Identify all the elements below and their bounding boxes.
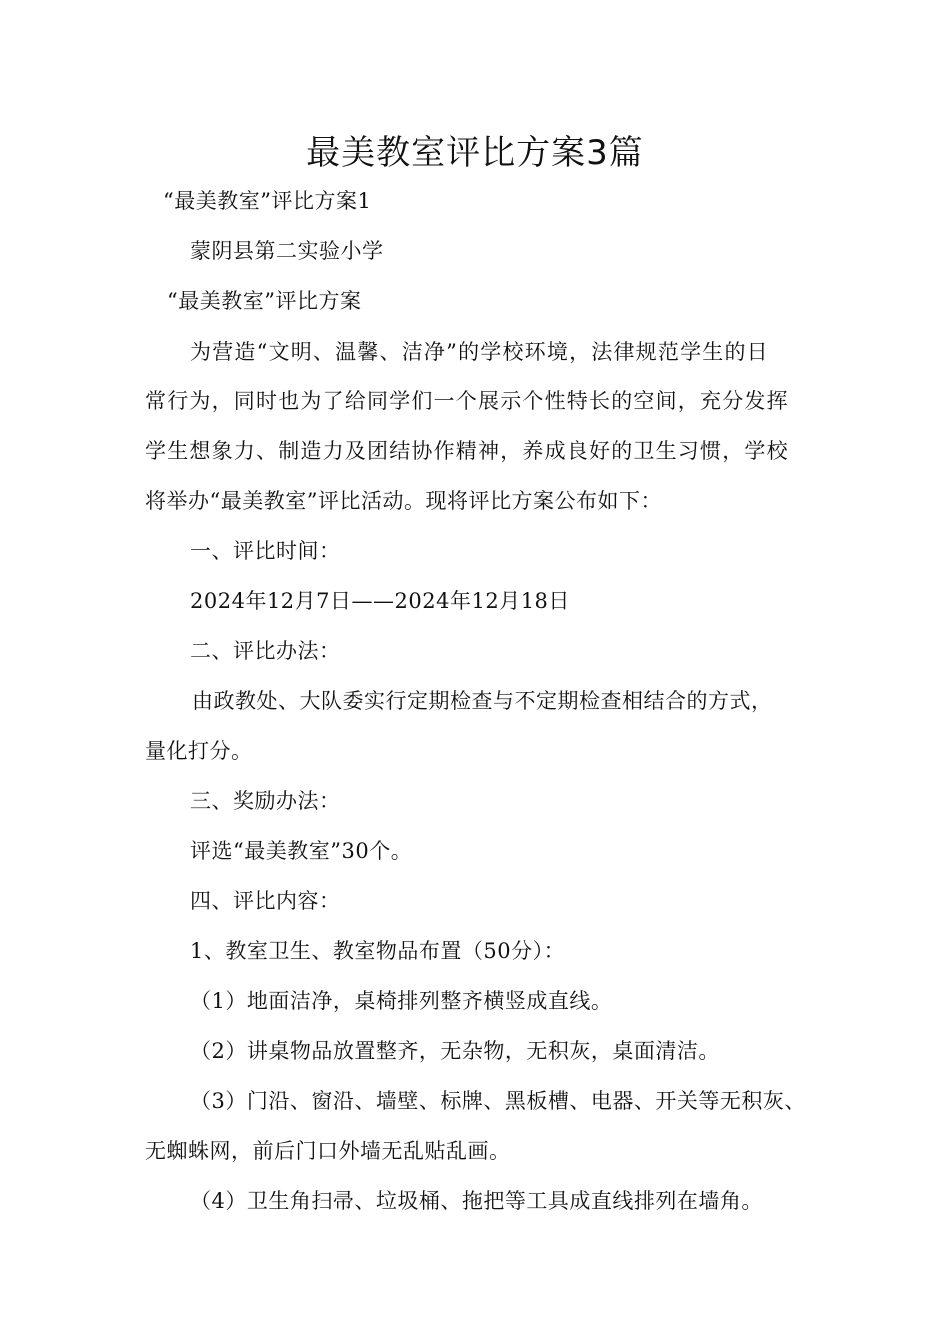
paragraph-line: 将举办“最美教室”评比活动。现将评比方案公布如下： <box>145 489 662 513</box>
section-heading: 四、评比内容： <box>190 889 341 913</box>
section-heading: 一、评比时间： <box>190 539 341 563</box>
paragraph-line: 量化打分。 <box>145 739 253 763</box>
list-item: （2）讲桌物品放置整齐，无杂物，无积灰，桌面清洁。 <box>190 1039 720 1063</box>
list-item: （4）卫生角扫帚、垃圾桶、拖把等工具成直线排列在墙角。 <box>190 1189 763 1213</box>
paragraph-line: 由政教处、大队委实行定期检查与不定期检查相结合的方式， <box>192 689 773 713</box>
section-heading: 三、奖励办法： <box>190 789 341 813</box>
subtitle-line: “最美教室”评比方案1 <box>163 189 372 213</box>
section-heading: 二、评比办法： <box>190 639 341 663</box>
paragraph-line: 为营造“文明、温馨、洁净”的学校环境，法律规范学生的日 <box>190 340 769 364</box>
school-name-line: 蒙阴县第二实验小学 <box>190 239 384 263</box>
paragraph-line: 评选“最美教室”30个。 <box>190 839 413 863</box>
list-item: （1）地面洁净，桌椅排列整齐横竖成直线。 <box>190 989 613 1013</box>
paragraph-line: 学生想象力、制造力及团结协作精神，养成良好的卫生习惯，学校 <box>145 439 789 463</box>
document-title: 最美教室评比方案3篇 <box>306 133 644 173</box>
paragraph-line: 常行为，同时也为了给同学们一个展示个性特长的空间，充分发挥 <box>145 389 789 413</box>
date-range-line: 2024年12月7日——2024年12月18日 <box>190 589 570 613</box>
list-item: （3）门沿、窗沿、墙壁、标牌、黑板槽、电器、开关等无积灰、 <box>190 1089 806 1113</box>
subsection-heading: 1、教室卫生、教室物品布置（50分）： <box>190 939 566 963</box>
plan-name-line: “最美教室”评比方案 <box>167 289 362 313</box>
list-item-continuation: 无蜘蛛网，前后门口外墙无乱贴乱画。 <box>145 1139 511 1163</box>
